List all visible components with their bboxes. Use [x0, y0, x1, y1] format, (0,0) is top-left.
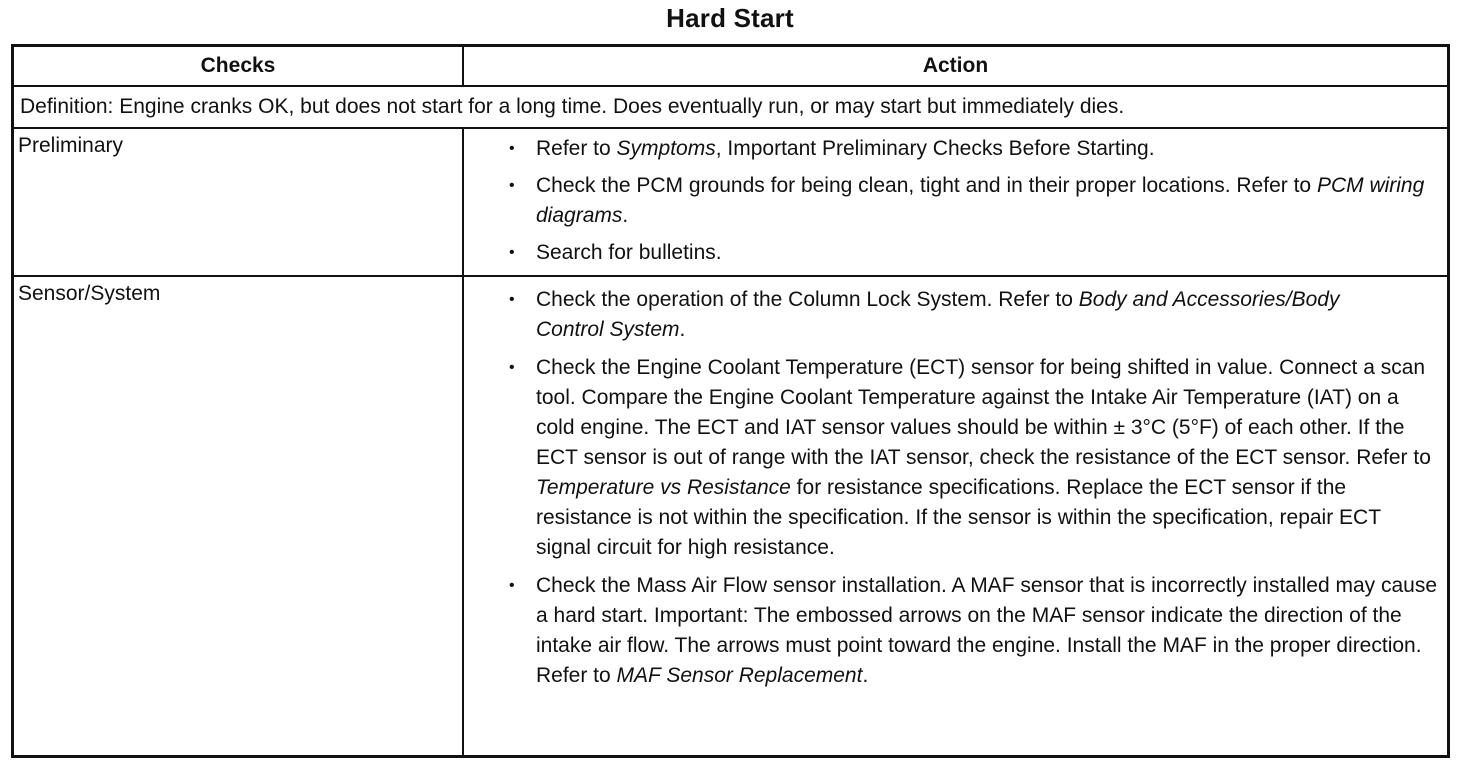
bullet-icon: • [509, 177, 515, 194]
page-title: Hard Start [666, 3, 794, 33]
action-item: • Check the Mass Air Flow sensor installation. A MAF sensor that is incorrectly installed may cause a hard start. Important: The embossed arrows on the MAF sensor indicate the direction of the intake air flow. The arrows must point toward the engine. Install the MAF in the proper direction. Refer to MAF Sensor Replacement. [464, 571, 1447, 691]
table-row [14, 277, 1447, 755]
action-cell [464, 277, 1447, 755]
definition-text: Definition: Engine cranks OK, but does not start for a long time. Does eventually run, or may start but immediately dies. [20, 95, 1125, 118]
check-label: Preliminary [18, 134, 124, 157]
action-item: • Refer to Symptoms, Important Preliminary Checks Before Starting. [464, 134, 1447, 164]
action-cell [464, 129, 1447, 275]
bullet-icon: • [509, 359, 515, 376]
action-item: • Check the PCM grounds for being clean, tight and in their proper locations. Refer to PCM wiring diagrams. [464, 171, 1447, 231]
action-item: • Search for bulletins. [464, 238, 1447, 268]
check-label: Sensor/System [18, 282, 161, 305]
check-cell [14, 129, 464, 275]
bullet-icon: • [509, 140, 515, 157]
table-header-row [14, 47, 1447, 87]
bullet-icon: • [509, 291, 515, 308]
action-header-cell [464, 47, 1447, 85]
checks-header: Checks [200, 54, 276, 77]
table-row [14, 129, 1447, 277]
checks-header-cell [14, 47, 464, 85]
action-item: • Check the Engine Coolant Temperature (ECT) sensor for being shifted in value. Connect a scan tool. Compare the Engine Coolant Temperature against the Intake Air Temperature (IAT) on a cold engine. The ECT and IAT sensor values should be within ± 3°C (5°F) of each other. If the ECT sensor is out of range with the IAT sensor, check the resistance of the ECT sensor. Refer to Temperature vs Resistance for resistance specifications. Replace the ECT sensor if the resistance is not within the specification. If the sensor is within the specification, repair ECT signal circuit for high resistance. [464, 353, 1447, 563]
diagnostic-table [11, 44, 1450, 758]
definition-row [14, 87, 1447, 129]
action-item: • Check the operation of the Column Lock System. Refer to Body and Accessories/Body Control System. [464, 285, 1447, 345]
action-header: Action [922, 54, 989, 77]
check-cell [14, 277, 464, 755]
action-list [464, 285, 1447, 691]
bullet-icon: • [509, 244, 515, 261]
bullet-icon: • [509, 577, 515, 594]
action-list [464, 134, 1447, 268]
